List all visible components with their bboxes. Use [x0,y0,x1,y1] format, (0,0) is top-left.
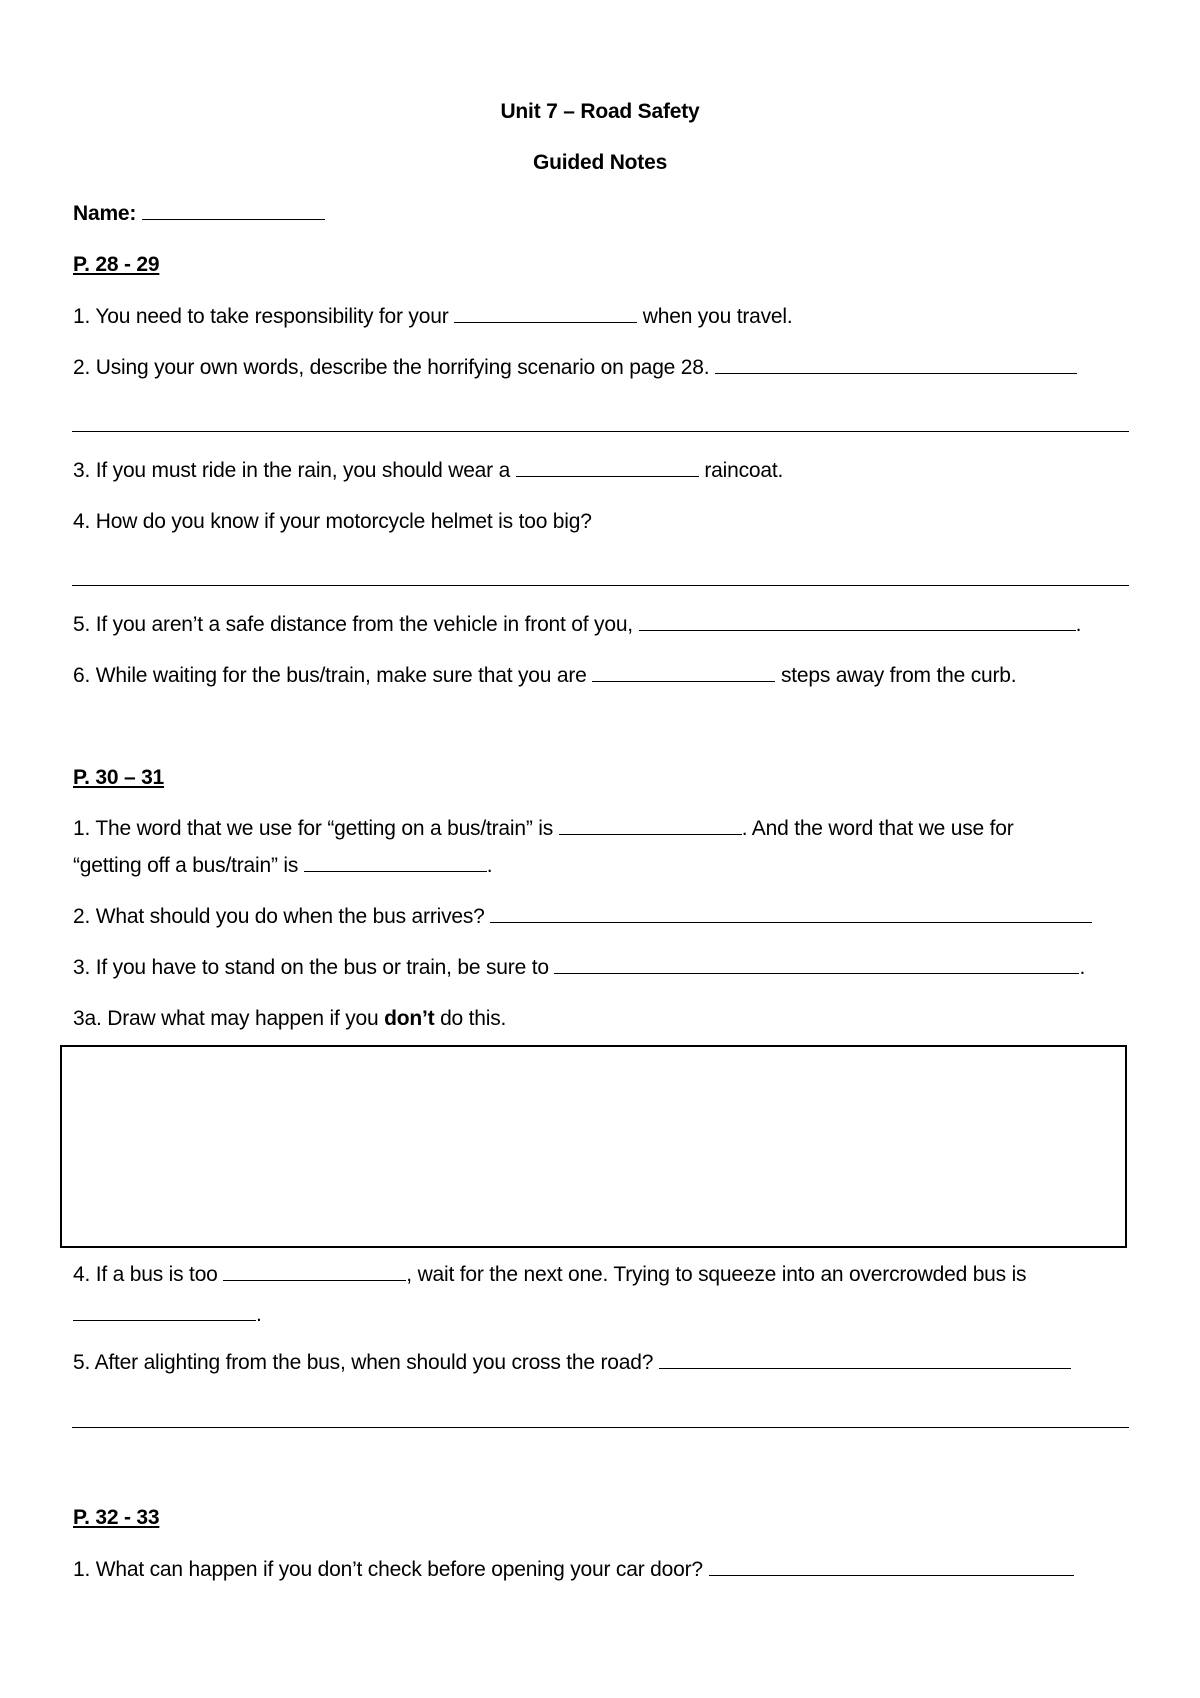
s1-question-5 [73,612,1081,638]
s1-q2-blank[interactable] [715,355,1077,374]
s2-q1-text-c: “getting off a bus/train” is [73,854,299,877]
s2-q4-text-a: 4. If a bus is too [73,1263,218,1286]
s2-question-4-line-2 [73,1302,262,1328]
s2-q4-blank-1[interactable] [223,1262,406,1281]
s2-q3a-text-bold: don’t [384,1007,435,1030]
s2-q1-text-d: . [486,854,493,877]
s2-question-2 [73,904,1092,930]
s2-q4-text-c: . [256,1303,262,1326]
s1-q2-text: 2. Using your own words, describe the horrifying scenario on page 28. [73,356,710,379]
s1-q1-blank[interactable] [454,304,637,323]
s1-q5-blank[interactable] [639,612,1076,631]
section-heading-p30-31: P. 30 – 31 [73,766,165,789]
name-blank[interactable] [142,201,325,220]
s2-question-1-line-2 [73,853,492,879]
s1-q5-text-b: . [1075,613,1082,636]
s2-q3-text-b: . [1079,956,1086,979]
s1-q5-text-a: 5. If you aren’t a safe distance from the vehicle in front of you, [73,613,633,636]
s1-q3-blank[interactable] [516,458,699,477]
s2-q1-text-b: . And the word that we use for [741,817,1014,840]
name-row [73,201,325,227]
page-subtitle: Guided Notes [532,151,668,174]
s2-question-4-line-1 [73,1262,1026,1288]
s1-question-4 [73,509,592,535]
s1-q4-answer-line[interactable] [72,585,1129,586]
s2-q2-blank[interactable] [490,904,1092,923]
s1-question-3 [73,458,783,484]
s2-question-3a [73,1006,506,1032]
page-title: Unit 7 – Road Safety [500,100,700,123]
s2-q1-text-a: 1. The word that we use for “getting on a bus/train” is [73,817,554,840]
s2-question-5 [73,1350,1071,1376]
s2-q4-blank-2[interactable] [73,1302,256,1321]
s2-q1-blank-2[interactable] [304,853,487,872]
name-label: Name: [73,202,137,225]
s3-q1-text: 1. What can happen if you don’t check before opening your car door? [73,1558,703,1581]
s3-question-1 [73,1557,1074,1583]
s2-q3-blank[interactable] [554,955,1079,974]
s1-q3-text-a: 3. If you must ride in the rain, you should wear a [73,459,511,482]
s1-question-2 [73,355,1077,381]
s2-q1-blank-1[interactable] [559,816,742,835]
s1-question-6 [73,663,1016,689]
s1-q6-blank[interactable] [592,663,775,682]
s2-q3-text-a: 3. If you have to stand on the bus or train, be sure to [73,956,549,979]
section-heading-p28-29: P. 28 - 29 [73,253,160,276]
s2-q5-text: 5. After alighting from the bus, when should you cross the road? [73,1351,654,1374]
s2-question-3 [73,955,1085,981]
s2-q4-text-b: , wait for the next one. Trying to squeeze into an overcrowded bus is [406,1263,1027,1286]
s3-q1-blank[interactable] [709,1557,1074,1576]
s1-q2-answer-line[interactable] [72,431,1129,432]
s1-question-1 [73,304,792,330]
drawing-box[interactable] [60,1045,1127,1248]
s2-q3a-text-a: 3a. Draw what may happen if you [73,1007,379,1030]
s2-question-1-line-1 [73,816,1014,842]
s1-q6-text-a: 6. While waiting for the bus/train, make sure that you are [73,664,587,687]
s1-q3-text-b: raincoat. [704,459,784,482]
s2-q2-text: 2. What should you do when the bus arrives? [73,905,485,928]
s2-q5-answer-line[interactable] [72,1427,1129,1428]
s1-q6-text-b: steps away from the curb. [780,664,1017,687]
s1-q4-text: 4. How do you know if your motorcycle helmet is too big? [73,510,592,533]
s1-q1-text-b: when you travel. [642,305,793,328]
s1-q1-text-a: 1. You need to take responsibility for your [73,305,449,328]
s2-q5-blank[interactable] [659,1350,1071,1369]
section-heading-p32-33: P. 32 - 33 [73,1506,160,1529]
s2-q3a-text-b: do this. [440,1007,507,1030]
